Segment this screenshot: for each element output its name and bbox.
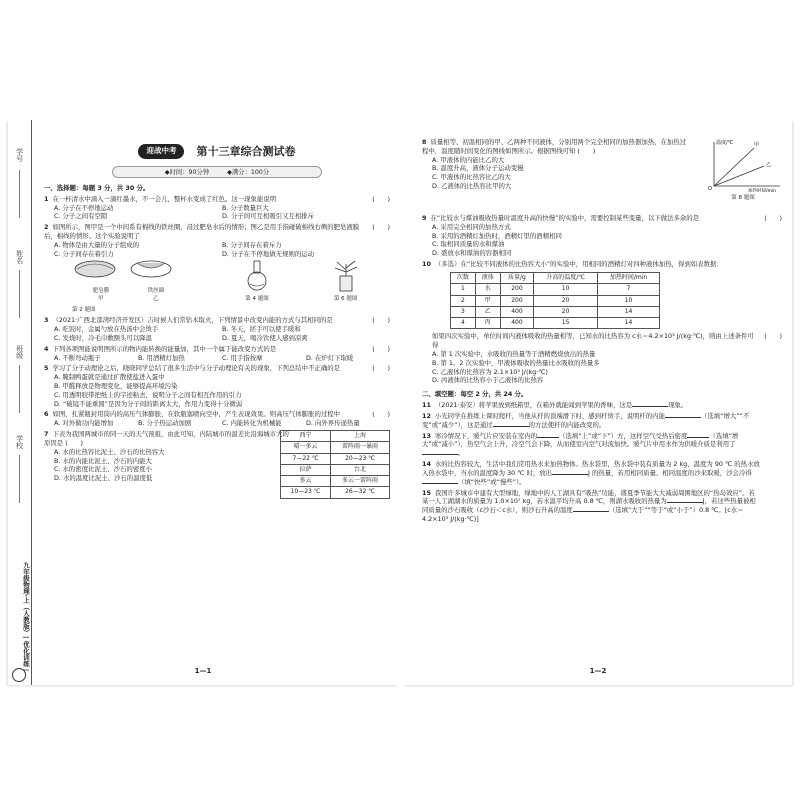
table-cell: 液体 [475, 272, 500, 283]
table-cell: 次数 [451, 272, 476, 283]
options [54, 325, 390, 343]
table-cell: 乙 [475, 306, 500, 317]
page-number: 1—1 [194, 667, 212, 676]
option[interactable]: B. 分子间存在着斥力 [222, 240, 282, 249]
weather-table [280, 430, 390, 499]
figure-q2 [73, 257, 183, 304]
question-6: 6 如图，扎紧瓶封用筒内的高压气体膨胀，在软瓶塞喷向空中，产生表现效果。则高压气体膨胀的过程中 ( ) [44, 410, 390, 419]
figure-caption: 第 6 题图 [333, 296, 358, 303]
figure-q4 [242, 260, 272, 303]
page-title: 第十三章综合测试卷 [196, 145, 296, 158]
series-label-jia: 甲 [754, 142, 760, 148]
section-heading: 一、选择题：每题 3 分，共 30 分。 [44, 184, 150, 192]
table-cell: 丙 [475, 318, 500, 329]
temperature-time-graph [704, 138, 782, 202]
table-cell: 14 [598, 306, 660, 317]
left-page [8, 120, 398, 685]
option[interactable]: C. 发烧时，冷毛巾敷额头可以降温 [54, 333, 152, 342]
option[interactable]: D. 分子在不停地做无规则的运动 [222, 249, 315, 258]
options [54, 419, 390, 428]
option[interactable]: D. 盛放水和煤油的容器相同 [432, 249, 512, 258]
option[interactable]: D. 水的温度比泥土、沙石的温度低 [54, 474, 153, 483]
table-cell: 7—22 ℃ [281, 453, 331, 464]
table-cell: 200 [500, 284, 533, 295]
table-cell: 400 [500, 318, 533, 329]
time-limit: ◆时间：90分钟 [164, 169, 210, 176]
fill-blank[interactable] [665, 417, 701, 418]
table-cell: 10—23 ℃ [281, 487, 331, 498]
option[interactable]: C. 分子间存在着引力 [54, 249, 114, 258]
options [54, 204, 390, 222]
label-school: 学校 [15, 435, 24, 449]
table-row [451, 295, 660, 306]
fill-blank[interactable] [493, 426, 529, 427]
answer-paren[interactable]: ( ) [372, 223, 390, 232]
option[interactable]: D. 向外界传递热量 [306, 419, 360, 428]
fill-blank[interactable] [667, 502, 703, 503]
x-axis-label: 加热时间/min [748, 189, 777, 192]
question-7: 7 下表为我国两城市的同一天的天气预报，由此可知，内陆城市的温差比沿海城市大的原因是 ( ) A. 水的比热容比泥土、沙石的比热容大 B. 水的内能比泥土、沙石的内能大 C. 水的密度比泥土、沙石的密度小 D. 水的温度比泥土、沙石的温度低 西宁 上海 晴一多云 雷阵雨一暴雨 7—22 ℃ 20—23 ℃ 拉萨 台北 多云 多云一雷阵雨 10—23 ℃ 26—32 ℃ [44, 430, 390, 508]
chapter-badge: 迎战中考 [138, 144, 184, 158]
fill-line [19, 170, 20, 218]
fill-line [19, 365, 20, 413]
table-row [451, 284, 660, 295]
table-cell: 2 [451, 295, 476, 306]
figure-row [44, 262, 390, 304]
question-12: 12 小光同学在推练上课时爬杆，当他从杆的顶端滑下时，感到杆烫手，说明杆的内能 （选填“增大”“不变”或“减少”），这是通过 的方法使杆的内能改变的。 [422, 411, 750, 429]
soap-film-illustration [73, 257, 183, 285]
answer-paren[interactable]: ( ) [372, 410, 390, 419]
option[interactable]: A. 水的比热容比泥土、沙石的比热容大 [54, 447, 165, 456]
options [432, 350, 782, 385]
option[interactable]: D. 丙液体的比热容小于乙液体的比热容 [432, 376, 544, 385]
options [54, 354, 390, 363]
fill-blank[interactable] [552, 474, 588, 475]
fill-blank[interactable] [422, 483, 458, 484]
option[interactable]: B. 采用的酒精灯加热时，酒精灯里的酒精相同 [432, 231, 562, 240]
answer-paren[interactable]: ( ) [372, 344, 390, 353]
flask-icon [242, 260, 272, 292]
answer-paren[interactable]: ( ) [372, 364, 390, 373]
options [54, 373, 390, 408]
table-cell: 多云一雷阵雨 [331, 476, 390, 487]
answer-paren[interactable]: ( ) [372, 194, 390, 203]
question-10-stem: 如果四次实验中，单位时间内液体吸收的热量相等，已知水的比热容为 c水＝4.2×10³ J/(kg·℃)，则由上述条件可得 ( ) [432, 332, 782, 350]
experiment-table [450, 272, 660, 329]
table-cell: 20 [534, 295, 598, 306]
table-cell: 晴一多云 [281, 442, 331, 453]
option[interactable]: B. 水的内能比泥土、沙石的内能大 [54, 456, 152, 465]
figure-caption: 第 4 题图 [245, 296, 269, 303]
question-8: 8 质量相等、初温相同的甲、乙两种不同液体，分别用两个完全相同的加热器加热，在加热过程中，温度随时间变化的图线如图所示。根据图线可知 ( ) A. 甲液体的内能比乙的大 B. 温度升高，液体分子运动变慢 C. 甲液体的比热容比乙的大 D. 乙液体的比热容比甲的大 温度/℃ 甲 乙 O 加热时间/min 第 8 题图 [422, 138, 782, 212]
book-brand: 九年级物理·上（人教版）| 优化训练 | [22, 562, 30, 672]
option[interactable]: C. 甲液体的比热容比乙的大 [432, 173, 511, 182]
plant-in-bottle-icon [331, 260, 361, 292]
y-axis-label: 温度/℃ [716, 140, 734, 146]
option[interactable]: A. 甲液体的内能比乙的大 [432, 155, 505, 164]
option[interactable]: D. 夏天，喝冷饮使人感到凉爽 [222, 333, 308, 342]
table-cell: 上海 [331, 431, 390, 442]
table-cell: 1 [451, 284, 476, 295]
table-cell: 14 [598, 318, 660, 329]
table-cell: 拉萨 [281, 464, 331, 475]
question-9: 9 在“比较水与煤油吸收热量时温度升高的快慢”的实验中，需要控制某些变量，以下做法多余的是 ( ) [422, 214, 782, 222]
fill-line [19, 270, 20, 318]
table-cell: 10 [598, 295, 660, 306]
table-cell: 20—23 ℃ [331, 453, 390, 464]
label-class: 班级 [15, 345, 24, 359]
question-10: 10 （多选）在“比较不同液体的比热容大小”的实验中，用相同的酒精灯对四种液体加热，得到如表数据： [422, 260, 723, 269]
table-row [451, 306, 660, 317]
table-cell: 加热时间/min [598, 272, 660, 283]
option[interactable]: B. 用酒精灯加热 [138, 353, 185, 362]
label-student-no: 学号 [15, 148, 24, 162]
options [54, 448, 289, 483]
answer-paren[interactable]: ( ) [372, 316, 390, 325]
table-cell: 甲 [475, 295, 500, 306]
table-cell: 400 [500, 306, 533, 317]
option[interactable]: A. 对外做功内能增加 [54, 419, 114, 428]
line-jia [714, 148, 754, 186]
table-cell: 质量/g [500, 272, 533, 283]
fill-blank[interactable] [632, 406, 668, 407]
fill-blank[interactable] [422, 454, 458, 455]
option[interactable]: C. 内能转化为机械能 [222, 419, 282, 428]
option[interactable]: C. 水的密度比泥土、沙石的密度小 [54, 465, 152, 474]
question-5: 5 学习了分子动理论之后，晓晓同学总结了很多生活中与分子动理论有关的现象，下列总结中不正确的是 ( ) [44, 364, 390, 373]
question-15: 15 我国许多城市中建有大型绿地，绿地中的人工湖具有“吸热”功能，盛夏季节能大大减弱周围地区的“热岛效应”。若某一人工湖湖水的质量为 1.0×10⁷ kg，若水温平均升高 0.8 ℃，则湖水吸收的热量为 J，若这些热量被相同质量的沙石吸收（c沙石＜c水），则沙石升高的温度 （选填“大于”“等于”或“小于”）0.8 ℃。[c水＝4.2×10³ J/(kg·℃)] [422, 488, 756, 524]
table-cell: 升高的温度/℃ [534, 272, 598, 283]
origin-label: O [708, 186, 712, 192]
options [432, 223, 782, 258]
option[interactable]: C. 分子之间有空隙 [54, 212, 108, 221]
option[interactable]: D. 分子间可互相吸引又互相排斥 [222, 212, 315, 221]
option[interactable]: A. 物体是由大量的分子组成的 [54, 240, 140, 249]
option[interactable]: C. 用透明胶带把纸上的字迹粘去，说明分子之间有相互作用的引力 [54, 390, 242, 399]
option[interactable]: B. 分子数量巨大 [222, 203, 269, 212]
question-14: 14 水的比热容较大，生活中我们常用热水来加热物体。热水袋里，热水袋中装有质量为 2 kg、温度为 90 ℃ 的热水放入热水袋中，当水的温度降为 30 ℃ 时，放出 J 的热量，若用相同质量、相同温度的沙来取暖，沙会冷得（填“快些”或“慢些”）。 [422, 460, 760, 486]
figure-label: 铁丝圈 [147, 288, 165, 295]
option[interactable]: B. 甲醛释放是物理变化，能够提高环境污染 [54, 382, 178, 390]
option[interactable]: A. 腌制鸭蛋就是通过扩散使盐进入蛋中 [54, 373, 165, 382]
question-13: 13 寒冷情况下，暖气片应安装在室内的 （选填“上”或“下”）方，这样空气受热后密度 （选填“增大”或“减小”），热空气会上升，冷空气会下降，从而使室内空气对流加快。暖气片中用水作为供暖介质是利用了。 [422, 431, 739, 458]
question-11: 11 （2021·泰安）将苹果放到纸箱里，在箱外就能闻到苹果的香味，这是 现象。 [422, 401, 688, 410]
figure-caption: 第 2 题图 [72, 306, 96, 313]
option[interactable]: D. 在炉灯下取暖 [306, 353, 354, 362]
option[interactable]: A. 分子在不停地运动 [54, 203, 114, 212]
option[interactable]: C. 用手指按摩 [222, 353, 263, 362]
section-heading: 二、填空题：每空 2 分，共 24 分。 [422, 390, 528, 399]
graph-axes [704, 138, 782, 192]
student-info-strip [8, 120, 32, 685]
figure-label: 乙 [153, 296, 159, 303]
option[interactable]: B. 分子热运动加剧 [138, 419, 192, 428]
table-cell: 20 [534, 306, 598, 317]
option[interactable]: D. “破镜不能重圆”是因为分子间的距离太大，作用力变得十分微弱 [54, 399, 243, 408]
figure-label: 甲 [98, 296, 104, 303]
question-4: 4 下列各项图能说明图所示的物内能转换的能量加，其中一个属于能改变方式的是 ( ) [44, 344, 390, 353]
figure-q6 [331, 260, 361, 303]
figure-caption: 第 8 题图 [731, 194, 755, 201]
table-cell: 200 [500, 295, 533, 306]
fill-line [19, 455, 20, 503]
fill-blank[interactable] [687, 437, 709, 438]
options [432, 156, 692, 191]
exam-info-bar [112, 166, 322, 178]
right-page [404, 120, 792, 685]
figure-label: 肥皂膜 [92, 288, 110, 295]
table-cell: 多云 [281, 476, 331, 487]
option[interactable]: A. 采用完全相同的加热方式 [432, 222, 511, 231]
table-cell: 7 [598, 284, 660, 295]
answer-paren[interactable]: ( ) [764, 332, 782, 341]
line-yi [714, 166, 764, 186]
option[interactable]: B. 温度升高，液体分子运动变慢 [432, 164, 524, 173]
page-number: 1—2 [589, 667, 607, 676]
table-cell: 10 [534, 284, 598, 295]
table-cell: 15 [534, 318, 598, 329]
table-cell: 水 [475, 284, 500, 295]
option[interactable]: A. 第 1 次实验中，水吸收的热量等于酒精燃烧放出的热量 [432, 349, 596, 358]
table-row [451, 318, 660, 329]
question-2: 2 如图所示，图甲是一个中间系有棉线的铁丝圈，浸过肥皂水后的情形；图乙是用手指碰破棉线右侧的肥皂液膜后，棉线的情形。这个实验说明了 ( ) [44, 223, 390, 241]
series-label-yi: 乙 [766, 162, 772, 168]
option[interactable]: A. 吃饭时，金属勺放在热汤中会烫手 [54, 325, 159, 334]
answer-paren[interactable]: ( ) [764, 214, 782, 222]
table-cell: 西宁 [281, 431, 331, 442]
option[interactable]: D. 乙液体的比热容比甲的大 [432, 182, 512, 191]
table-cell: 雷阵雨一暴雨 [331, 442, 390, 453]
option[interactable]: A. 不断弯动瓶子 [54, 353, 101, 362]
question-3: 3 （2021·广西北部湾经济开发区）吉时候人们常钻木取火，下列情景中改变内能的方式与其相同的是 ( ) [44, 316, 390, 325]
answer-paren[interactable]: ( ) [65, 438, 83, 447]
option[interactable]: C. 乙液体的比热容为 2.1×10³ J/(kg·℃) [432, 367, 548, 376]
fill-blank[interactable] [573, 511, 609, 512]
table-cell: 台北 [331, 464, 390, 475]
test-title-row [44, 144, 390, 162]
full-score: ◆满分：100分 [227, 169, 270, 176]
answer-paren[interactable]: ( ) [577, 146, 596, 155]
question-1: 1 在一杯清水中滴入一滴红墨水，不一会儿，整杯水变成了红色。这一现象能说明 ( ) [44, 194, 390, 203]
label-name: 姓名 [15, 250, 24, 264]
table-cell: 26—32 ℃ [331, 487, 390, 498]
option[interactable]: C. 取相同质量的水和煤油 [432, 240, 505, 249]
table-cell: 4 [451, 318, 476, 329]
option[interactable]: B. 第 1、2 次实验中，甲液体吸收的热量比水吸收的热量多 [432, 358, 600, 367]
table-cell: 3 [451, 306, 476, 317]
fill-blank[interactable] [537, 437, 559, 438]
option[interactable]: B. 冬天，搓手可以使手暖和 [222, 325, 301, 334]
